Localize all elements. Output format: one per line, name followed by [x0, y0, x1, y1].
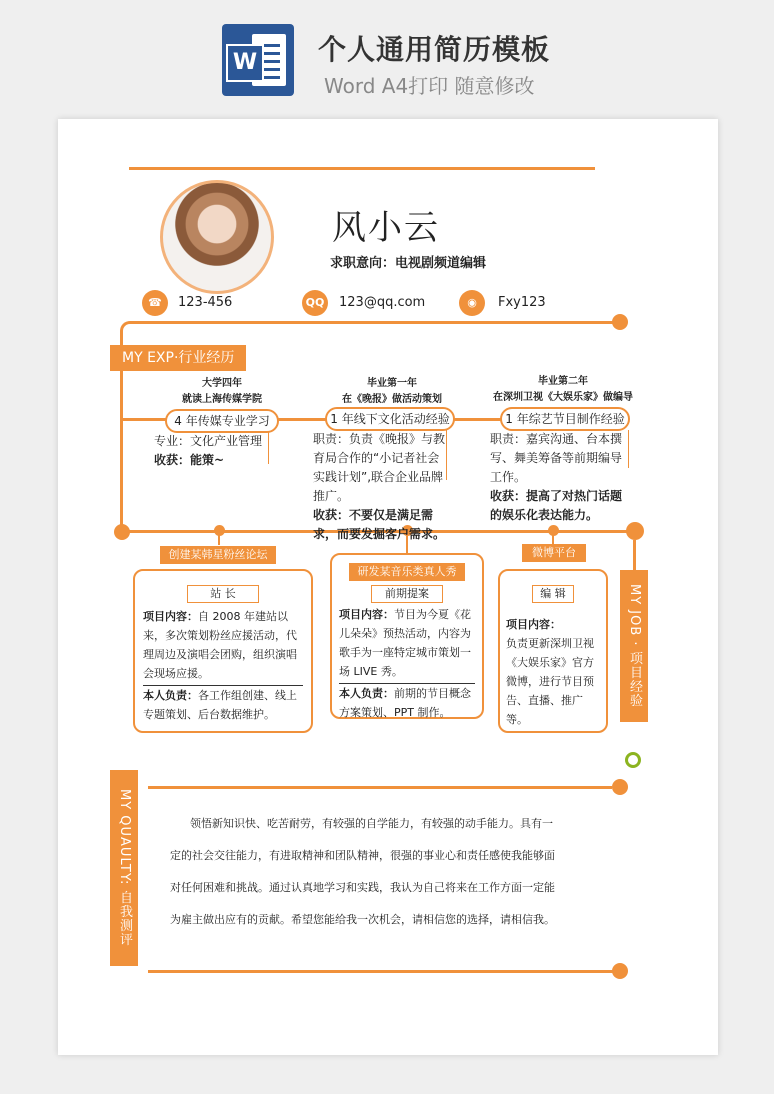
job-intent: 求职意向：电视剧频道编辑 — [330, 256, 487, 271]
exp-item-3-pill: 1 年综艺节目制作经验 — [500, 407, 630, 431]
exp-section-tag: MY EXP·行业经历 — [110, 345, 246, 371]
qq-icon: QQ — [302, 290, 328, 316]
project-1-card: 站 长 项目内容：自 2008 年建站以来，多次策划粉丝应援活动，代理周边及演唱会团购，组织演唱会现场应援。 本人负责：各工作组创建、线上专题策划、后台数据维护。 — [133, 569, 313, 733]
project-1-role: 站 长 — [187, 585, 259, 603]
phone-text: 123-456 — [178, 295, 233, 310]
candidate-name: 风小云 — [332, 208, 440, 248]
exp-item-3-body: 职责：嘉宾沟通、台本撰写、舞美筹备等前期编导工作。 收获：提高了对热门话题的娱乐化表达能力。 — [490, 432, 623, 522]
project-3-card: 编 辑 项目内容： 负责更新深圳卫视《大娱乐家》官方微博，进行节目预告、直播、推广等。 — [498, 569, 608, 733]
job-end-dot — [626, 522, 644, 540]
exp-item-1-body: 专业：文化产业管理 收获：能策~ — [154, 434, 263, 467]
exp-item-3-header: 毕业第二年 在深圳卫视《大娱乐家》做编导 — [493, 376, 633, 403]
exp-item-1-pill: 4 年传媒专业学习 — [165, 409, 279, 433]
word-logo-letter: W — [226, 44, 264, 82]
word-logo-icon — [222, 24, 294, 96]
phone-icon: ☎ — [142, 290, 168, 316]
exp-item-2-body: 职责：负责《晚报》与教育局合作的“小记者社会实践计划”,联合企业品牌推广。 收获：不要仅是满足需求，而要发掘客户需求。 — [313, 432, 446, 541]
quality-top-line — [148, 786, 612, 789]
job-section-tag: MY JOB · 项目经验 — [620, 570, 648, 722]
project-3-title: 微博平台 — [522, 544, 586, 562]
project-1-title: 创建某韩星粉丝论坛 — [160, 546, 276, 564]
exp-item-1-header: 大学四年 就读上海传媒学院 — [182, 378, 262, 405]
exp-top-dot — [612, 314, 628, 330]
project-3-role: 编 辑 — [532, 585, 574, 603]
top-divider — [129, 167, 595, 170]
template-title: 个人通用简历模板 — [318, 33, 551, 66]
template-subtitle: Word A4打印 随意修改 — [324, 74, 535, 98]
project-2-title: 研发某音乐类真人秀 — [349, 563, 465, 581]
email-text: 123@qq.com — [339, 295, 426, 310]
project-2-card: 研发某音乐类真人秀 前期提案 项目内容：节目为今夏《花儿朵朵》预热活动，内容为歌手为一座特定城市策划一场 LIVE 秀。 本人负责：前期的节目概念方案策划、PPT 制作。 — [330, 553, 484, 719]
quality-section-tag: MY QUAULTY: 自我测评 — [110, 770, 138, 966]
avatar — [160, 180, 274, 294]
exp-item-2-header: 毕业第一年 在《晚报》做活动策划 — [342, 378, 442, 405]
exp-item-2-pill: 1 年线下文化活动经验 — [325, 407, 455, 431]
exp-top-line — [132, 321, 620, 324]
green-marker — [625, 752, 641, 768]
weibo-icon: ◉ — [459, 290, 485, 316]
project-2-role: 前期提案 — [371, 585, 443, 603]
quality-bottom-line — [148, 970, 616, 973]
quality-text: 领悟新知识快、吃苦耐劳，有较强的自学能力，有较强的动手能力。具有一 定的社会交往能力，有进取精神和团队精神，很强的事业心和责任感使我能够面 对任何困难和挑战。通过认真地学习和实践，我认为自己将来在工作方面一定能 为雇主做出应有的贡献。希望您能给我一次机会，请相信您的选择，请相信我。 — [170, 817, 555, 926]
weibo-text: Fxy123 — [498, 295, 546, 310]
